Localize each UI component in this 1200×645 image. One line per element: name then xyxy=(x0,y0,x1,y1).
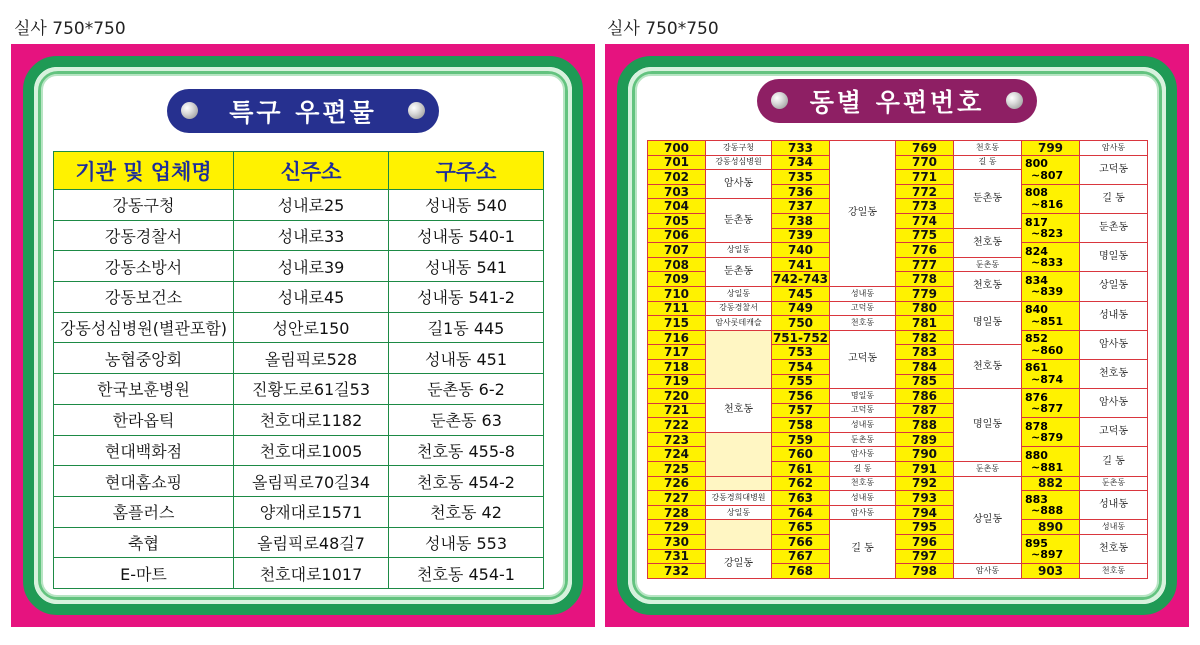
district-name: 성내동 xyxy=(1080,520,1148,535)
column-header: 신주소 xyxy=(234,152,389,190)
zip-code: 718 xyxy=(648,359,706,374)
zip-code: 706 xyxy=(648,228,706,243)
zip-code: 793 xyxy=(896,491,954,506)
zip-range-start: 883 xyxy=(1025,492,1048,506)
old-address: 천호동 454-1 xyxy=(389,558,544,589)
district-name: 고덕동 xyxy=(830,330,896,388)
district-name: 천호동 xyxy=(954,272,1022,301)
institution-name: 강동구청 xyxy=(54,190,234,221)
district-name: 고덕동 xyxy=(830,403,896,418)
district-name: 둔촌동 xyxy=(1080,476,1148,491)
old-address: 천호동 455-8 xyxy=(389,435,544,466)
district-name: 길 동 xyxy=(954,155,1022,170)
old-address: 성내동 553 xyxy=(389,527,544,558)
new-address: 성내로45 xyxy=(234,282,389,313)
old-address: 성내동 540-1 xyxy=(389,220,544,251)
zip-row xyxy=(648,155,1148,170)
district-name: 강일동 xyxy=(830,141,896,287)
zip-range-start: 817 xyxy=(1025,215,1048,229)
table-header-row xyxy=(54,152,544,190)
district-name: 성내동 xyxy=(1080,301,1148,330)
zip-code: 763 xyxy=(772,491,830,506)
zip-range-start: 895 xyxy=(1025,536,1048,550)
zip-code: 755 xyxy=(772,374,830,389)
new-address: 양재대로1571 xyxy=(234,496,389,527)
district-name: 천호동 xyxy=(954,141,1022,156)
sign-title: 특구 우편물 xyxy=(229,98,377,127)
district-name: 성내동 xyxy=(1080,491,1148,520)
zip-code: 767 xyxy=(772,549,830,564)
table-row xyxy=(54,282,544,313)
district-name: 암사롯데캐슬 xyxy=(706,316,772,331)
zip-row xyxy=(648,476,1148,491)
zip-code: 890 xyxy=(1022,520,1080,535)
table-row xyxy=(54,466,544,497)
institution-name: 강동보건소 xyxy=(54,282,234,313)
old-address: 길1동 445 xyxy=(389,312,544,343)
zip-row xyxy=(648,491,1148,506)
new-address: 진황도로61길53 xyxy=(234,374,389,405)
left-caption: 실사 750*750 xyxy=(14,19,126,39)
zip-range-start: 840 xyxy=(1025,303,1048,317)
zip-code: 765 xyxy=(772,520,830,535)
district-name: 강동성심병원 xyxy=(706,155,772,170)
district-name: 암사동 xyxy=(706,170,772,199)
zip-code: 753 xyxy=(772,345,830,360)
institution-name: 축협 xyxy=(54,527,234,558)
zip-code: 709 xyxy=(648,272,706,287)
zip-code: 729 xyxy=(648,520,706,535)
zip-row xyxy=(648,301,1148,316)
district-name: 둔촌동 xyxy=(954,462,1022,477)
zip-range-end: ~877 xyxy=(1031,402,1064,416)
table-row xyxy=(54,527,544,558)
zip-code: 766 xyxy=(772,535,830,550)
old-address: 둔촌동 6-2 xyxy=(389,374,544,405)
zip-code: 738 xyxy=(772,213,830,228)
old-address: 성내동 540 xyxy=(389,190,544,221)
sign-title-badge xyxy=(167,89,439,133)
zip-code: 778 xyxy=(896,272,954,287)
zip-code: 788 xyxy=(896,418,954,433)
zip-code: 772 xyxy=(896,184,954,199)
column-header: 구주소 xyxy=(389,152,544,190)
zip-code: 745 xyxy=(772,286,830,301)
zip-code: 702 xyxy=(648,170,706,185)
empty-cell xyxy=(706,476,772,491)
zip-code: 724 xyxy=(648,447,706,462)
zip-range-end: ~879 xyxy=(1031,431,1064,445)
bolt-icon xyxy=(408,102,425,119)
district-name: 명일동 xyxy=(954,389,1022,462)
district-name: 천호동 xyxy=(830,476,896,491)
zip-code: 768 xyxy=(772,564,830,579)
zip-code: 711 xyxy=(648,301,706,316)
district-name: 암사동 xyxy=(1080,389,1148,418)
zip-code: 789 xyxy=(896,432,954,447)
new-address: 올림픽로48길7 xyxy=(234,527,389,558)
district-name: 명일동 xyxy=(1080,243,1148,272)
district-name: 명일동 xyxy=(954,301,1022,345)
zip-code: 779 xyxy=(896,286,954,301)
zip-code: 722 xyxy=(648,418,706,433)
zip-code: 727 xyxy=(648,491,706,506)
district-name: 암사동 xyxy=(954,564,1022,579)
zip-code: 783 xyxy=(896,345,954,360)
zip-range-end: ~881 xyxy=(1031,460,1064,474)
zip-code: 795 xyxy=(896,520,954,535)
sign-title-badge xyxy=(757,79,1037,123)
zip-code: 725 xyxy=(648,462,706,477)
right-caption: 실사 750*750 xyxy=(607,19,719,39)
table-row xyxy=(54,496,544,527)
zip-row xyxy=(648,389,1148,404)
zip-range-start: 824 xyxy=(1025,244,1048,258)
table-row xyxy=(54,343,544,374)
zip-code: 796 xyxy=(896,535,954,550)
zip-code: 754 xyxy=(772,359,830,374)
special-mail-table xyxy=(53,151,544,589)
district-name: 상일동 xyxy=(706,243,772,258)
table-row xyxy=(54,558,544,589)
new-address: 천호대로1017 xyxy=(234,558,389,589)
zip-range-end: ~897 xyxy=(1031,548,1064,562)
zip-code: 770 xyxy=(896,155,954,170)
zip-code: 736 xyxy=(772,184,830,199)
zip-code: 704 xyxy=(648,199,706,214)
zip-row xyxy=(648,330,1148,345)
zip-code: 756 xyxy=(772,389,830,404)
institution-name: 현대홈쇼핑 xyxy=(54,466,234,497)
zip-code: 758 xyxy=(772,418,830,433)
zip-code: 759 xyxy=(772,432,830,447)
zip-code: 708 xyxy=(648,257,706,272)
zip-code: 782 xyxy=(896,330,954,345)
district-name: 둔촌동 xyxy=(830,432,896,447)
institution-name: 강동소방서 xyxy=(54,251,234,282)
zip-code: 740 xyxy=(772,243,830,258)
zip-code: 882 xyxy=(1022,476,1080,491)
old-address: 성내동 541 xyxy=(389,251,544,282)
district-name: 천호동 xyxy=(706,389,772,433)
zip-row xyxy=(648,520,1148,535)
old-address: 천호동 454-2 xyxy=(389,466,544,497)
table-row xyxy=(54,251,544,282)
zip-code: 742-743 xyxy=(772,272,829,287)
zip-code: 777 xyxy=(896,257,954,272)
zip-code: 786 xyxy=(896,389,954,404)
zip-code: 751-752 xyxy=(772,330,829,345)
zip-code: 717 xyxy=(648,345,706,360)
district-name: 강일동 xyxy=(706,549,772,578)
zip-code: 716 xyxy=(648,330,706,345)
zip-code: 731 xyxy=(648,549,706,564)
zip-code: 707 xyxy=(648,243,706,258)
zip-range xyxy=(1022,330,1080,359)
empty-cell xyxy=(706,432,772,476)
institution-name: 홈플러스 xyxy=(54,496,234,527)
zip-row xyxy=(648,243,1148,258)
zip-range-end: ~860 xyxy=(1031,343,1064,357)
zip-code: 730 xyxy=(648,535,706,550)
district-name: 둔촌동 xyxy=(954,170,1022,228)
zip-code: 773 xyxy=(896,199,954,214)
old-address: 성내동 451 xyxy=(389,343,544,374)
zip-code: 787 xyxy=(896,403,954,418)
new-address: 성안로150 xyxy=(234,312,389,343)
zip-row xyxy=(648,141,1148,156)
zip-code: 726 xyxy=(648,476,706,491)
zip-code: 775 xyxy=(896,228,954,243)
institution-name: 현대백화점 xyxy=(54,435,234,466)
zip-range xyxy=(1022,418,1080,447)
zip-code: 735 xyxy=(772,170,830,185)
district-name: 둔촌동 xyxy=(1080,213,1148,242)
zip-code: 710 xyxy=(648,286,706,301)
zip-range-end: ~874 xyxy=(1031,373,1064,386)
institution-name: 농협중앙회 xyxy=(54,343,234,374)
table-row xyxy=(54,190,544,221)
district-name: 길 동 xyxy=(1080,447,1148,476)
district-name: 천호동 xyxy=(830,316,896,331)
zip-code: 771 xyxy=(896,170,954,185)
new-address: 올림픽로70길34 xyxy=(234,466,389,497)
empty-cell xyxy=(706,520,772,549)
zip-range-end: ~839 xyxy=(1031,285,1064,299)
zip-range xyxy=(1022,184,1080,213)
district-name: 강동구청 xyxy=(706,141,772,156)
zip-code: 794 xyxy=(896,505,954,520)
institution-name: 강동성심병원(별관포함) xyxy=(54,312,234,343)
zip-range xyxy=(1022,301,1080,330)
zip-code: 749 xyxy=(772,301,830,316)
district-name: 암사동 xyxy=(1080,141,1148,156)
district-name: 암사동 xyxy=(1080,330,1148,359)
district-name: 성내동 xyxy=(830,418,896,433)
table-row xyxy=(54,435,544,466)
district-name: 길 동 xyxy=(830,462,896,477)
table-row xyxy=(54,220,544,251)
zip-code: 721 xyxy=(648,403,706,418)
zip-range xyxy=(1022,535,1080,564)
zip-range-start: 861 xyxy=(1025,361,1048,375)
district-name: 암사동 xyxy=(830,447,896,462)
district-name: 성내동 xyxy=(830,286,896,301)
district-name: 둔촌동 xyxy=(954,257,1022,272)
zip-code: 757 xyxy=(772,403,830,418)
empty-cell xyxy=(706,330,772,388)
zip-code: 737 xyxy=(772,199,830,214)
zip-code: 705 xyxy=(648,213,706,228)
zip-range-end: ~833 xyxy=(1031,256,1064,270)
district-name: 상일동 xyxy=(706,286,772,301)
zip-code: 720 xyxy=(648,389,706,404)
institution-name: 한국보훈병원 xyxy=(54,374,234,405)
zip-code: 791 xyxy=(896,462,954,477)
zip-range-start: 880 xyxy=(1025,449,1048,463)
zip-code: 701 xyxy=(648,155,706,170)
district-name: 강동경희대병원 xyxy=(706,491,772,506)
zip-code: 790 xyxy=(896,447,954,462)
zip-code: 750 xyxy=(772,316,830,331)
bolt-icon xyxy=(771,92,788,109)
district-name: 고덕동 xyxy=(830,301,896,316)
zip-code: 792 xyxy=(896,476,954,491)
zip-range-end: ~816 xyxy=(1031,197,1064,211)
zip-code: 739 xyxy=(772,228,830,243)
zip-code: 728 xyxy=(648,505,706,520)
zip-code: 784 xyxy=(896,359,954,374)
zip-code: 761 xyxy=(772,462,830,477)
zip-code: 764 xyxy=(772,505,830,520)
old-address: 성내동 541-2 xyxy=(389,282,544,313)
zip-range-start: 808 xyxy=(1025,186,1048,200)
district-name: 명일동 xyxy=(830,389,896,404)
table-row xyxy=(54,404,544,435)
district-name: 고덕동 xyxy=(1080,155,1148,184)
zip-code-sign xyxy=(605,44,1189,627)
zip-range-end: ~851 xyxy=(1031,314,1064,328)
zip-code: 733 xyxy=(772,141,830,156)
zip-code: 780 xyxy=(896,301,954,316)
district-name: 상일동 xyxy=(706,505,772,520)
zip-range xyxy=(1022,243,1080,272)
zip-range xyxy=(1022,389,1080,418)
zip-code: 723 xyxy=(648,432,706,447)
zip-code: 703 xyxy=(648,184,706,199)
zip-code: 700 xyxy=(648,141,706,156)
district-name: 강동경찰서 xyxy=(706,301,772,316)
bolt-icon xyxy=(1006,92,1023,109)
zip-code: 799 xyxy=(1022,141,1080,156)
zip-code: 741 xyxy=(772,257,830,272)
new-address: 성내로33 xyxy=(234,220,389,251)
zip-code: 719 xyxy=(648,374,706,389)
district-name: 암사동 xyxy=(830,505,896,520)
new-address: 올림픽로528 xyxy=(234,343,389,374)
zip-range-end: ~807 xyxy=(1031,168,1064,182)
institution-name: E-마트 xyxy=(54,558,234,589)
zip-range xyxy=(1022,272,1080,301)
old-address: 천호동 42 xyxy=(389,496,544,527)
new-address: 성내로25 xyxy=(234,190,389,221)
district-name: 천호동 xyxy=(954,228,1022,257)
zip-code: 732 xyxy=(648,564,706,579)
zip-range-end: ~823 xyxy=(1031,227,1064,241)
institution-name: 한라옵틱 xyxy=(54,404,234,435)
zip-code: 798 xyxy=(896,564,954,579)
zip-code: 760 xyxy=(772,447,830,462)
district-name: 길 동 xyxy=(1080,184,1148,213)
zip-code: 762 xyxy=(772,476,830,491)
zip-code: 903 xyxy=(1022,564,1080,579)
bolt-icon xyxy=(181,102,198,119)
district-name: 상일동 xyxy=(1080,272,1148,301)
district-name: 상일동 xyxy=(954,476,1022,564)
district-name: 길 동 xyxy=(830,520,896,578)
zip-code: 774 xyxy=(896,213,954,228)
zip-range xyxy=(1022,447,1080,476)
district-name: 고덕동 xyxy=(1080,418,1148,447)
zip-range xyxy=(1022,491,1080,520)
zip-code: 781 xyxy=(896,316,954,331)
new-address: 성내로39 xyxy=(234,251,389,282)
zip-range xyxy=(1022,155,1080,184)
zip-range-start: 834 xyxy=(1025,273,1048,287)
zip-range-start: 800 xyxy=(1025,157,1048,171)
zip-code: 769 xyxy=(896,141,954,156)
table-row xyxy=(54,312,544,343)
district-name: 천호동 xyxy=(1080,535,1148,564)
zip-range-start: 878 xyxy=(1025,419,1048,433)
new-address: 천호대로1005 xyxy=(234,435,389,466)
zip-range-end: ~888 xyxy=(1031,504,1064,518)
special-mail-sign xyxy=(11,44,595,627)
old-address: 둔촌동 63 xyxy=(389,404,544,435)
zip-range xyxy=(1022,359,1080,388)
zip-code: 734 xyxy=(772,155,830,170)
zip-code: 776 xyxy=(896,243,954,258)
zip-code: 785 xyxy=(896,374,954,389)
zip-range-start: 852 xyxy=(1025,332,1048,346)
zip-code: 797 xyxy=(896,549,954,564)
zip-code-table xyxy=(647,140,1148,579)
district-name: 둔촌동 xyxy=(706,199,772,243)
district-name: 성내동 xyxy=(830,491,896,506)
new-address: 천호대로1182 xyxy=(234,404,389,435)
institution-name: 강동경찰서 xyxy=(54,220,234,251)
column-header: 기관 및 업체명 xyxy=(54,152,234,190)
district-name: 천호동 xyxy=(1080,359,1148,388)
zip-range xyxy=(1022,213,1080,242)
district-name: 천호동 xyxy=(954,345,1022,389)
district-name: 둔촌동 xyxy=(706,257,772,286)
table-row xyxy=(54,374,544,405)
district-name: 천호동 xyxy=(1080,564,1148,579)
sign-title: 동별 우편번호 xyxy=(809,88,985,117)
zip-range-start: 876 xyxy=(1025,390,1048,404)
zip-code: 715 xyxy=(648,316,706,331)
